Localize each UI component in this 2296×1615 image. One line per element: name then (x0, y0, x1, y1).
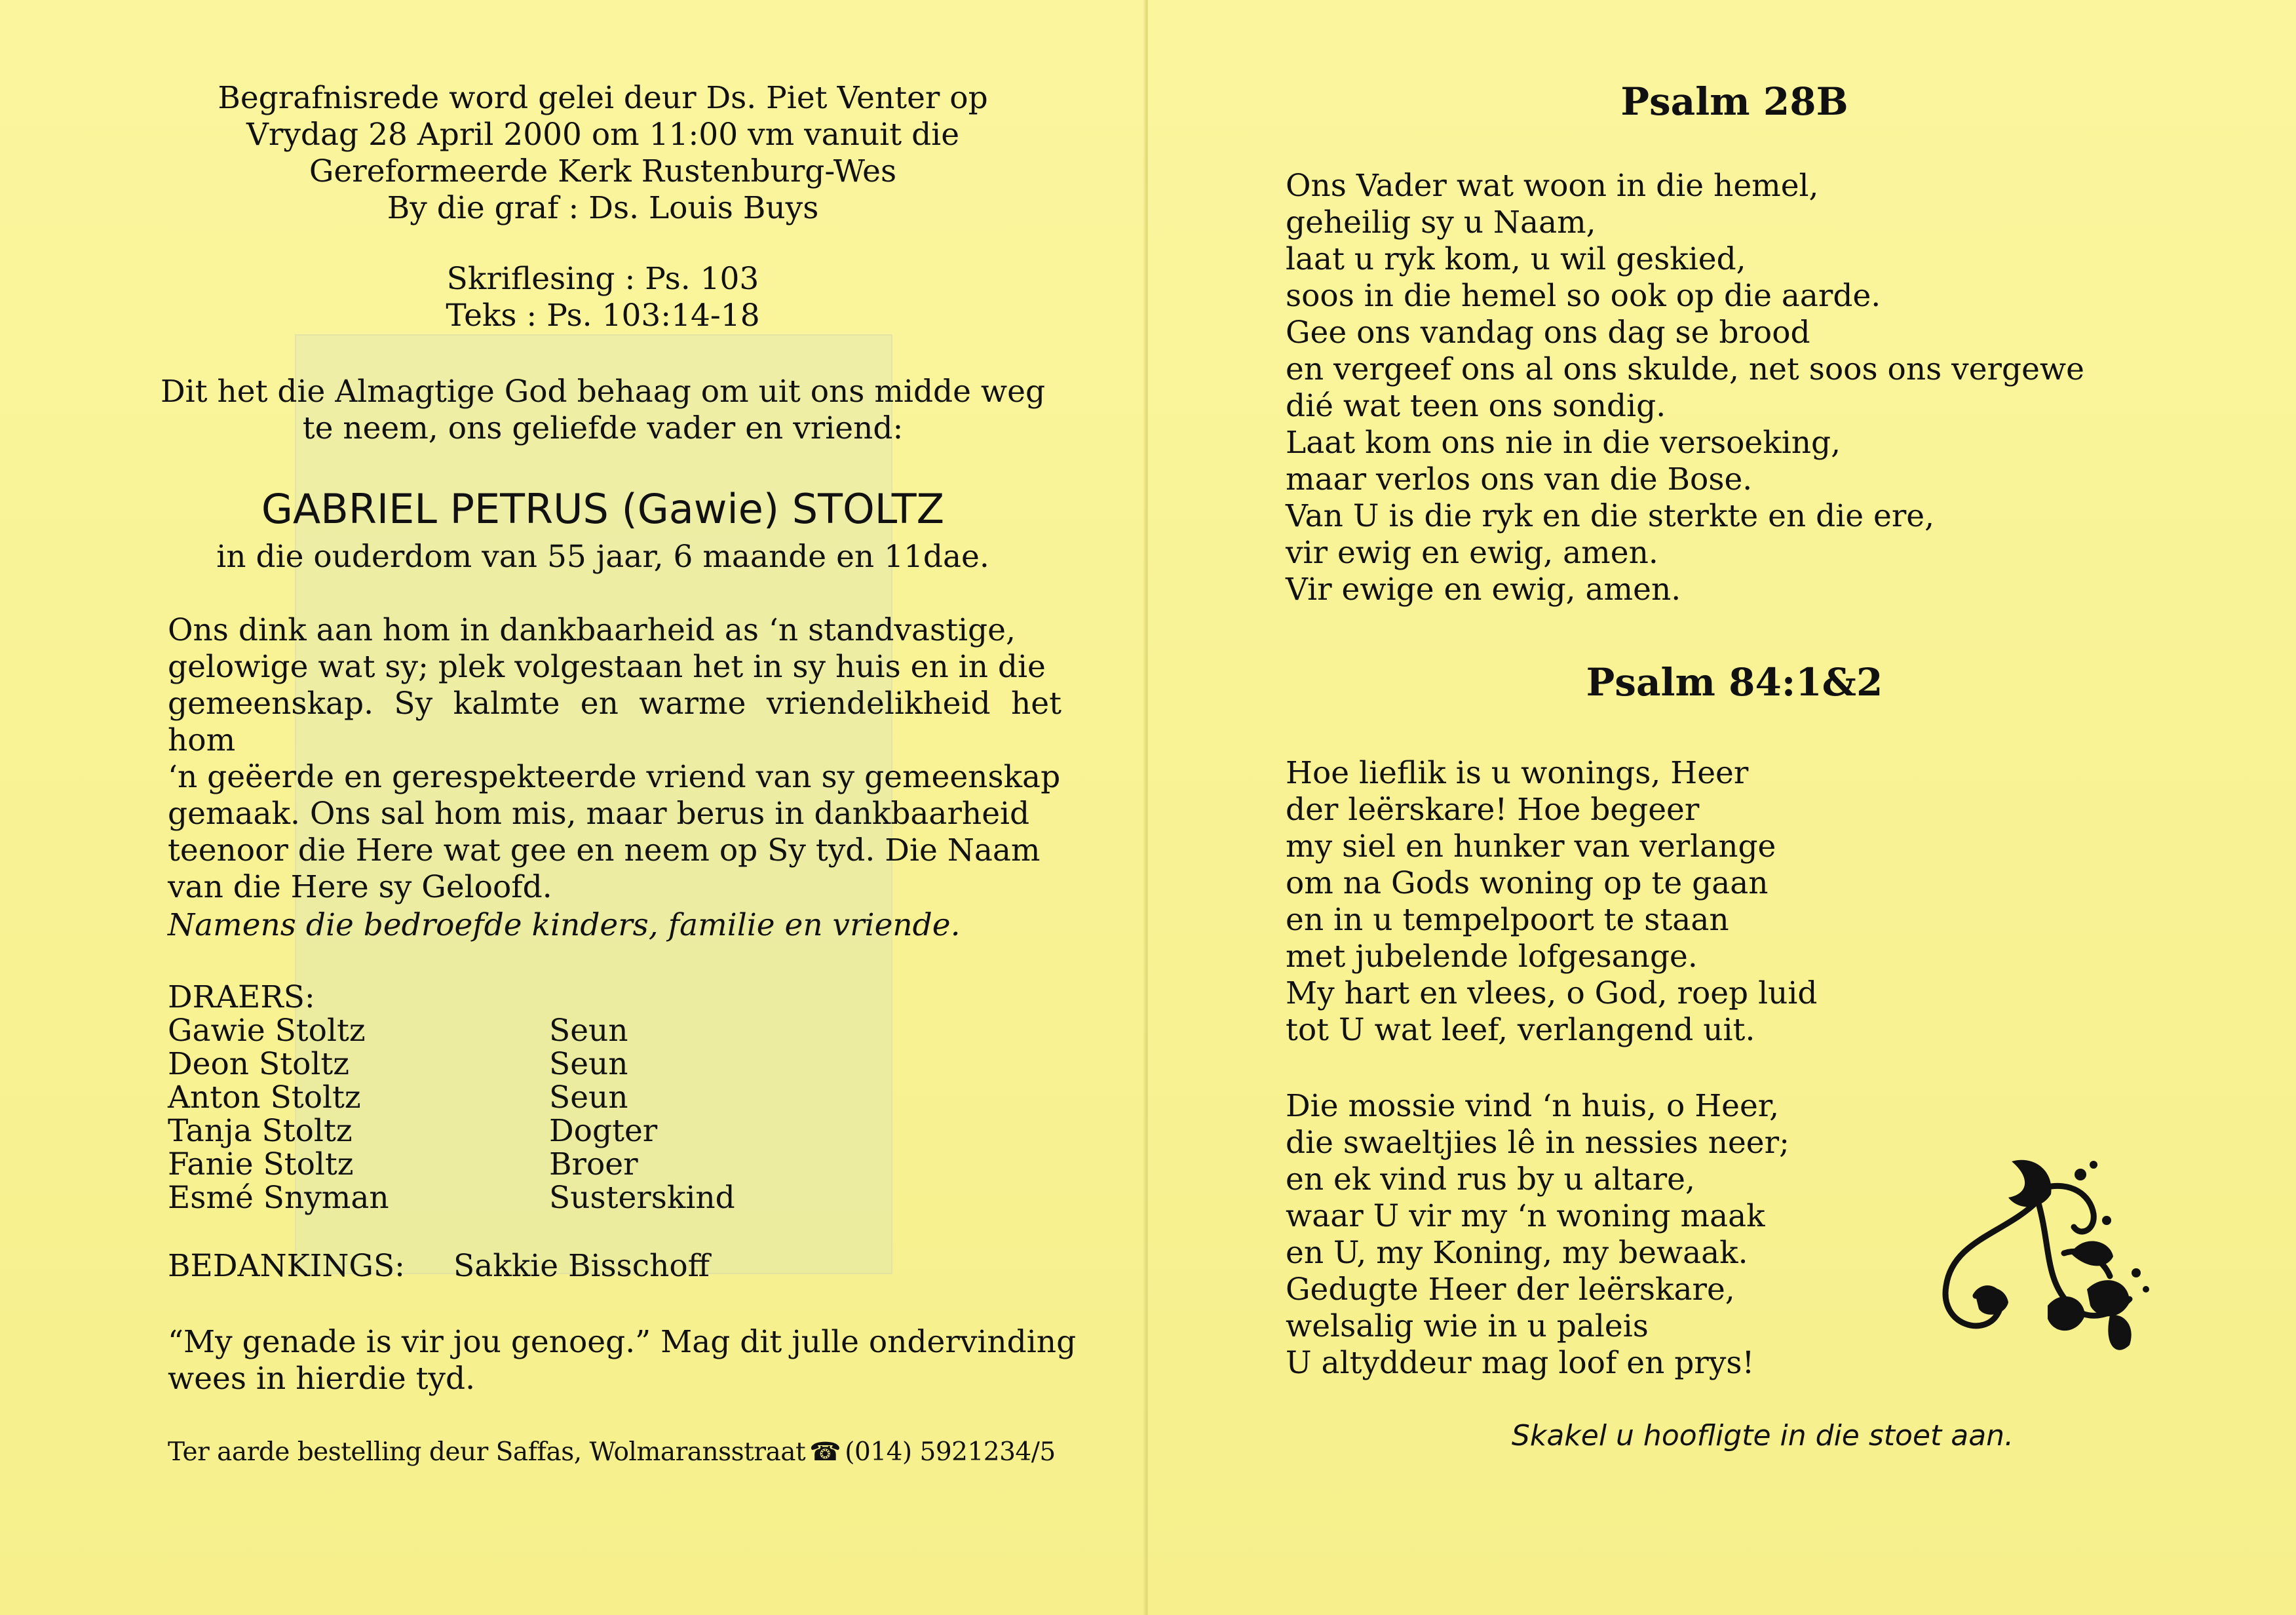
verse-line: Ons Vader wat woon in die hemel, (1286, 168, 1819, 204)
tribute-line: teenoor die Here wat gee en neem op Sy tyd. Die Naam (168, 832, 1041, 868)
scripture-reading (164, 261, 1042, 334)
verse-line: My hart en vlees, o God, roep luid (1286, 975, 1818, 1011)
funeral-director-phone: (014) 5921234/5 (845, 1437, 1056, 1467)
scripture-line: Skriflesing : Ps. 103 (446, 261, 759, 297)
psalm-text (1286, 168, 2203, 608)
age-line: in die ouderdom van 55 jaar, 6 maande en 11dae. (216, 539, 989, 575)
floral-flourish-icon (1913, 1148, 2156, 1371)
pallbearer-relation: Dogter (549, 1113, 658, 1149)
tribute-line: van die Here sy Geloofd. (168, 869, 552, 905)
verse-line: dié wat teen ons sondig. (1286, 388, 1666, 424)
left-page (0, 0, 1145, 1615)
pallbearer-relation: Seun (549, 1080, 628, 1116)
deceased-name: GABRIEL PETRUS (Gawie) STOLTZ (261, 485, 945, 533)
psalm-title: Psalm 28B (1620, 79, 1848, 124)
service-line: Vrydag 28 April 2000 om 11:00 vm vanuit die (246, 117, 960, 153)
scripture-line: Teks : Ps. 103:14-18 (446, 298, 760, 334)
verse-line: Gee ons vandag ons dag se brood (1286, 315, 1810, 351)
verse-line: en U, my Koning, my bewaak. (1286, 1235, 1748, 1271)
pallbearer-relation: Broer (549, 1146, 638, 1182)
funeral-director-text: Ter aarde bestelling deur Saffas, Wolmaransstraat (168, 1437, 806, 1467)
pallbearer-relation: Seun (549, 1013, 628, 1049)
pallbearer-name: Esmé Snyman (168, 1180, 389, 1216)
tribute-line: ‘n geëerde en gerespekteerde vriend van sy gemeenskap (168, 759, 1061, 795)
announcement (131, 374, 1075, 447)
pallbearer-relation: Seun (549, 1046, 628, 1082)
telephone-icon: ☎ (809, 1437, 841, 1467)
verse-line: met jubelende lofgesange. (1286, 939, 1698, 975)
verse-line: maar verlos ons van die Bose. (1286, 461, 1753, 497)
verse-line: Gedugte Heer der leërskare, (1286, 1272, 1735, 1308)
pallbearer-row (168, 1181, 889, 1215)
verse-line: laat u ryk kom, u wil geskied, (1286, 241, 1746, 277)
pallbearer-name: Fanie Stoltz (168, 1146, 354, 1182)
verse-line: Laat kom ons nie in die versoeking, (1286, 425, 1841, 461)
verse-line: vir ewig en ewig, amen. (1286, 535, 1658, 571)
service-line: Begrafnisrede word gelei deur Ds. Piet Venter op (218, 80, 988, 116)
pallbearer-name: Gawie Stoltz (168, 1013, 366, 1049)
verse-line: tot U wat leef, verlangend uit. (1286, 1012, 1755, 1048)
verse-line: Vir ewige en ewig, amen. (1286, 572, 1681, 608)
tribute-line: Ons dink aan hom in dankbaarheid as ‘n standvastige, (168, 612, 1016, 648)
quote-line: “My genade is vir jou genoeg.” Mag dit julle ondervinding (168, 1324, 1077, 1360)
verse-line: waar U vir my ‘n woning maak (1286, 1198, 1765, 1234)
service-line: By die graf : Ds. Louis Buys (387, 190, 819, 226)
quote-line: wees in hierdie tyd. (168, 1361, 476, 1397)
verse-line: die swaeltjies lê in nessies neer; (1286, 1125, 1789, 1161)
closing-quote (168, 1324, 1077, 1397)
tribute-line: gelowige wat sy; plek volgestaan het in sy huis en in die (168, 649, 1046, 685)
tribute-line: gemeenskap. Sy kalmte en warme vriendelikheid het hom (168, 686, 1062, 758)
pallbearers-list (168, 981, 889, 1215)
verse-line: U altyddeur mag loof en prys! (1286, 1345, 1755, 1381)
procession-note: Skakel u hoofligte in die stoet aan. (1511, 1419, 2014, 1452)
pallbearer-row (168, 1047, 889, 1081)
verse-line: my siel en hunker van verlange (1286, 828, 1776, 865)
announcement-line: Dit het die Almagtige God behaag om uit ons midde weg (160, 374, 1046, 410)
thanks-label: BEDANKINGS: (168, 1248, 405, 1284)
pallbearer-name: Deon Stoltz (168, 1046, 350, 1082)
verse-line: geheilig sy u Naam, (1286, 204, 1596, 241)
psalm-stanza (1286, 755, 2203, 1049)
pallbearers-heading: DRAERS: (168, 979, 315, 1015)
verse-line: Hoe lieflik is u wonings, Heer (1286, 755, 1749, 791)
acknowledgements (168, 1248, 954, 1285)
verse-line: en ek vind rus by u altare, (1286, 1161, 1695, 1197)
tribute-paragraph (168, 612, 1062, 906)
pallbearer-row (168, 1014, 889, 1047)
service-line: Gereformeerde Kerk Rustenburg-Wes (309, 153, 897, 189)
pallbearer-name: Anton Stoltz (168, 1080, 361, 1116)
verse-line: Die mossie vind ‘n huis, o Heer, (1286, 1088, 1780, 1124)
verse-line: soos in die hemel so ook op die aarde. (1286, 278, 1881, 314)
verse-line: Van U is die ryk en die sterkte en die ere, (1286, 498, 1935, 534)
thanks-name: Sakkie Bisschoff (453, 1248, 710, 1284)
pallbearer-row (168, 1081, 889, 1114)
verse-line: om na Gods woning op te gaan (1286, 865, 1769, 901)
announcement-line: te neem, ons geliefde vader en vriend: (302, 410, 904, 446)
verse-line: welsalig wie in u paleis (1286, 1308, 1649, 1344)
verse-line: en in u tempelpoort te staan (1286, 902, 1729, 938)
tribute-line: gemaak. Ons sal hom mis, maar berus in dankbaarheid (168, 796, 1030, 832)
pallbearer-relation: Susterskind (549, 1180, 735, 1216)
pallbearer-row (168, 1114, 889, 1148)
service-details (164, 80, 1042, 227)
pallbearer-row (168, 1148, 889, 1181)
psalm-title: Psalm 84:1&2 (1586, 660, 1883, 705)
funeral-director-line (168, 1437, 1085, 1468)
verse-line: der leërskare! Hoe begeer (1286, 792, 1700, 828)
on-behalf-line: Namens die bedroefde kinders, familie en vriende. (168, 907, 961, 943)
pallbearer-name: Tanja Stoltz (168, 1113, 353, 1149)
verse-line: en vergeef ons al ons skulde, net soos ons vergewe (1286, 351, 2084, 387)
